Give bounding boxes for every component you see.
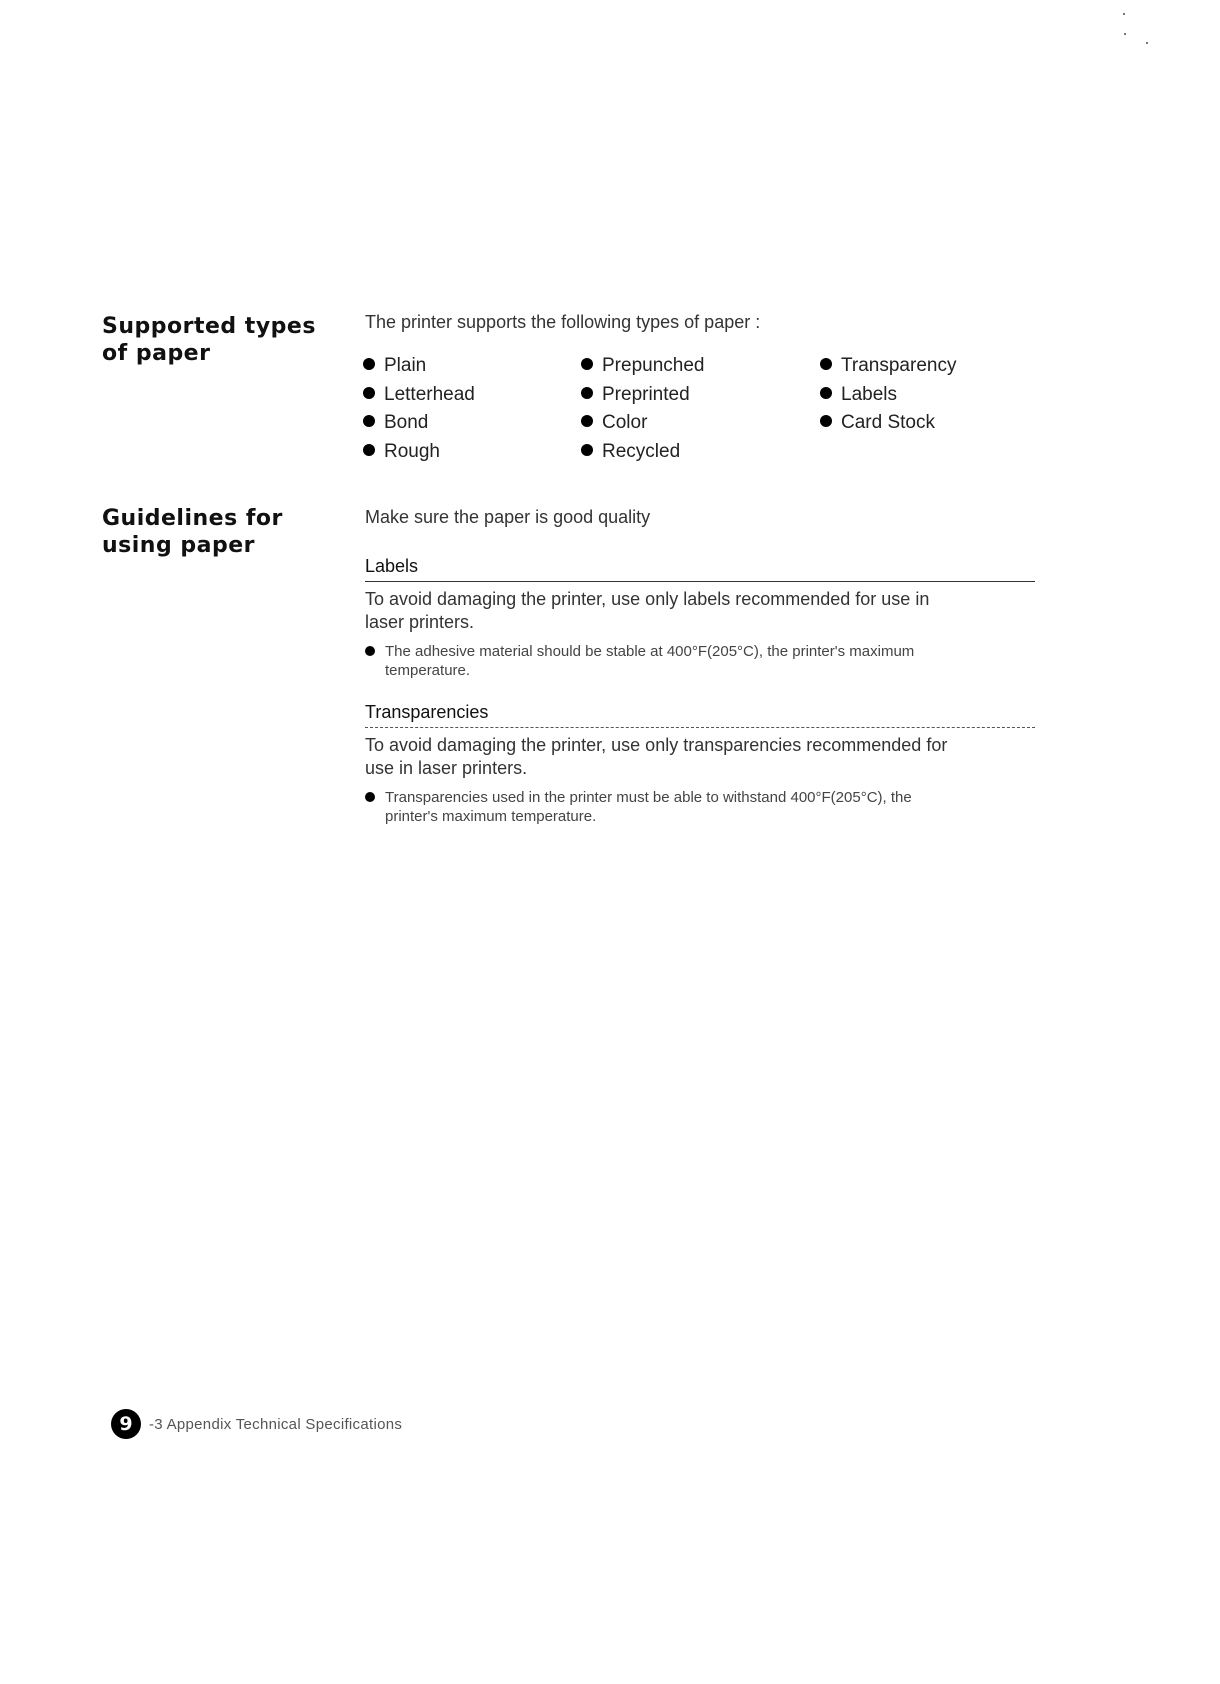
section-heading-supported-types <box>102 313 316 367</box>
paper-type-label: Preprinted <box>602 383 690 405</box>
scan-speck <box>1123 13 1125 15</box>
list-item <box>581 438 811 467</box>
scan-speck <box>1124 33 1126 35</box>
heading-line: using paper <box>102 533 255 558</box>
bullet-icon <box>581 358 593 370</box>
scan-speck <box>1146 42 1148 44</box>
bullet-icon <box>581 387 593 399</box>
bullet-icon <box>820 415 832 427</box>
list-item <box>581 409 811 438</box>
bullet-icon <box>820 358 832 370</box>
subsection-title: Labels <box>365 556 1035 582</box>
bullet-icon <box>363 415 375 427</box>
list-item <box>363 381 593 410</box>
bullet-icon <box>581 415 593 427</box>
bullet-icon <box>363 387 375 399</box>
subsection-paragraph: To avoid damaging the printer, use only transparencies recommended for use in laser printers. <box>365 735 948 778</box>
transparencies-subsection <box>365 702 1035 826</box>
paper-type-label: Transparency <box>841 355 957 376</box>
note-text: Transparencies used in the printer must be able to withstand 400°F(205°C), the printer's maximum temperature. <box>385 789 912 825</box>
note-text: The adhesive material should be stable at 400°F(205°C), the printer's maximum temperature. <box>385 643 915 679</box>
bullet-icon <box>363 444 375 456</box>
guidelines-intro: Make sure the paper is good quality <box>365 507 651 527</box>
heading-line: Supported types <box>102 314 316 339</box>
list-item <box>363 438 593 467</box>
paper-type-column <box>581 352 811 466</box>
paper-type-label: Letterhead <box>384 383 475 405</box>
paper-type-label: Prepunched <box>602 355 705 376</box>
list-item <box>363 409 593 438</box>
bullet-icon <box>581 444 593 456</box>
paper-type-label: Plain <box>384 355 427 376</box>
footer-text: -3 Appendix Technical Specifications <box>149 1415 403 1433</box>
paper-type-label: Labels <box>841 383 897 405</box>
subsection-note <box>365 642 965 680</box>
paper-type-column <box>820 352 1050 438</box>
list-item <box>581 352 811 381</box>
subsection-title: Transparencies <box>365 702 1035 728</box>
paper-type-label: Card Stock <box>841 412 935 433</box>
labels-subsection <box>365 556 1035 680</box>
list-item <box>363 352 593 381</box>
heading-line: of paper <box>102 341 211 366</box>
bullet-icon <box>820 387 832 399</box>
heading-line: Guidelines for <box>102 506 283 531</box>
bullet-icon <box>365 646 375 656</box>
bullet-icon <box>365 792 375 802</box>
list-item <box>820 381 1050 410</box>
paper-type-column <box>363 352 593 466</box>
bullet-icon <box>363 358 375 370</box>
page-footer <box>111 1409 402 1439</box>
list-item <box>820 409 1050 438</box>
paper-type-label: Recycled <box>602 440 681 462</box>
paper-type-label: Rough <box>384 440 440 462</box>
paper-type-label: Color <box>602 412 648 433</box>
list-item <box>581 381 811 410</box>
subsection-note <box>365 788 965 826</box>
chapter-badge: 9 <box>111 1409 141 1439</box>
list-item <box>820 352 1050 381</box>
subsection-paragraph: To avoid damaging the printer, use only labels recommended for use in laser printers. <box>365 589 930 632</box>
section-heading-guidelines <box>102 505 283 559</box>
paper-type-label: Bond <box>384 412 429 433</box>
supported-intro: The printer supports the following types of paper : <box>365 312 761 332</box>
